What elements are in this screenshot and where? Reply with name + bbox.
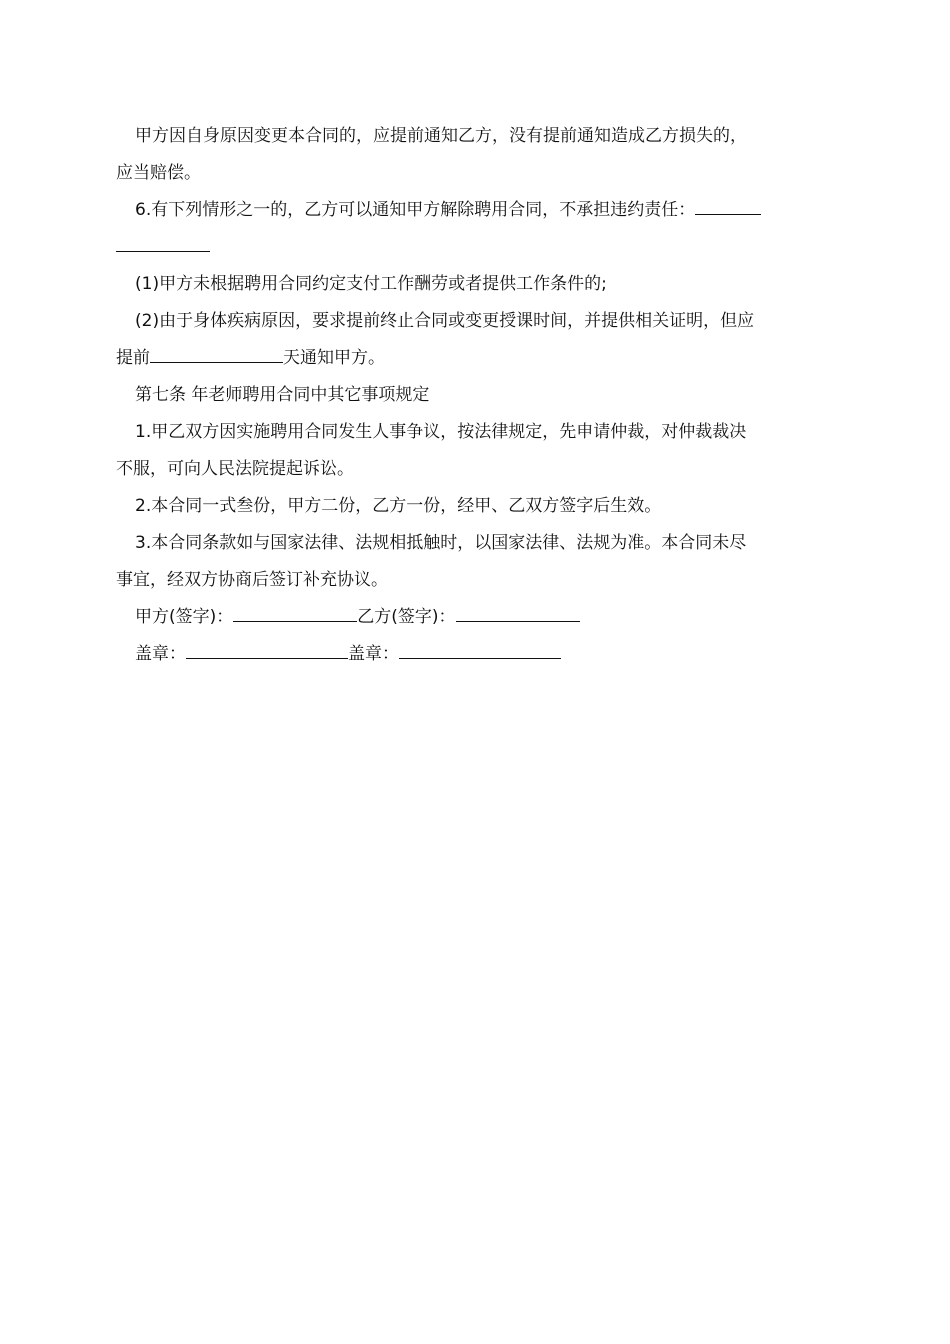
article-7-item-3-cont bbox=[116, 562, 836, 599]
item-text: 1.甲乙双方因实施聘用合同发生人事争议，按法律规定，先申请仲裁，对仲裁裁决 bbox=[135, 422, 747, 442]
party-a-seal-label: 盖章： bbox=[135, 644, 186, 664]
fill-blank[interactable] bbox=[695, 195, 761, 215]
article-7-item-2 bbox=[116, 488, 836, 525]
party-a-sign-label: 甲方(签字)： bbox=[135, 607, 234, 627]
document-body bbox=[116, 118, 836, 673]
paragraph-text: 应当赔偿。 bbox=[116, 163, 201, 183]
clause-6-cont bbox=[116, 229, 836, 266]
paragraph-change-notice-cont bbox=[116, 155, 836, 192]
item-2 bbox=[116, 303, 836, 340]
article-7-item-1 bbox=[116, 414, 836, 451]
item-text: (2)由于身体疾病原因，要求提前终止合同或变更授课时间，并提供相关证明，但应 bbox=[135, 311, 755, 331]
item-1 bbox=[116, 266, 836, 303]
item-text: (1)甲方未根据聘用合同约定支付工作酬劳或者提供工作条件的; bbox=[135, 274, 607, 294]
heading-text: 第七条 年老师聘用合同中其它事项规定 bbox=[135, 385, 430, 405]
item-text: 2.本合同一式叁份，甲方二份，乙方一份，经甲、乙双方签字后生效。 bbox=[135, 496, 662, 516]
clause-6 bbox=[116, 192, 836, 229]
signature-row bbox=[116, 599, 836, 636]
article-7-heading bbox=[116, 377, 836, 414]
fill-blank-days[interactable] bbox=[150, 343, 283, 363]
item-text: 不服，可向人民法院提起诉讼。 bbox=[116, 459, 354, 479]
item-2-cont bbox=[116, 340, 836, 377]
item-text: 提前 bbox=[116, 348, 150, 368]
clause-text: 6.有下列情形之一的，乙方可以通知甲方解除聘用合同，不承担违约责任： bbox=[135, 200, 696, 220]
paragraph-text: 甲方因自身原因变更本合同的，应提前通知乙方，没有提前通知造成乙方损失的， bbox=[135, 126, 747, 146]
party-a-seal-blank[interactable] bbox=[186, 639, 348, 659]
article-7-item-3 bbox=[116, 525, 836, 562]
item-text: 3.本合同条款如与国家法律、法规相抵触时，以国家法律、法规为准。本合同未尽 bbox=[135, 533, 747, 553]
party-b-seal-label: 盖章： bbox=[348, 644, 399, 664]
fill-blank[interactable] bbox=[116, 232, 210, 252]
item-text: 天通知甲方。 bbox=[283, 348, 385, 368]
seal-row bbox=[116, 636, 836, 673]
item-text: 事宜，经双方协商后签订补充协议。 bbox=[116, 570, 388, 590]
party-b-sign-blank[interactable] bbox=[456, 602, 580, 622]
party-b-sign-label: 乙方(签字)： bbox=[357, 607, 456, 627]
paragraph-change-notice bbox=[116, 118, 836, 155]
party-a-sign-blank[interactable] bbox=[233, 602, 357, 622]
party-b-seal-blank[interactable] bbox=[399, 639, 561, 659]
article-7-item-1-cont bbox=[116, 451, 836, 488]
